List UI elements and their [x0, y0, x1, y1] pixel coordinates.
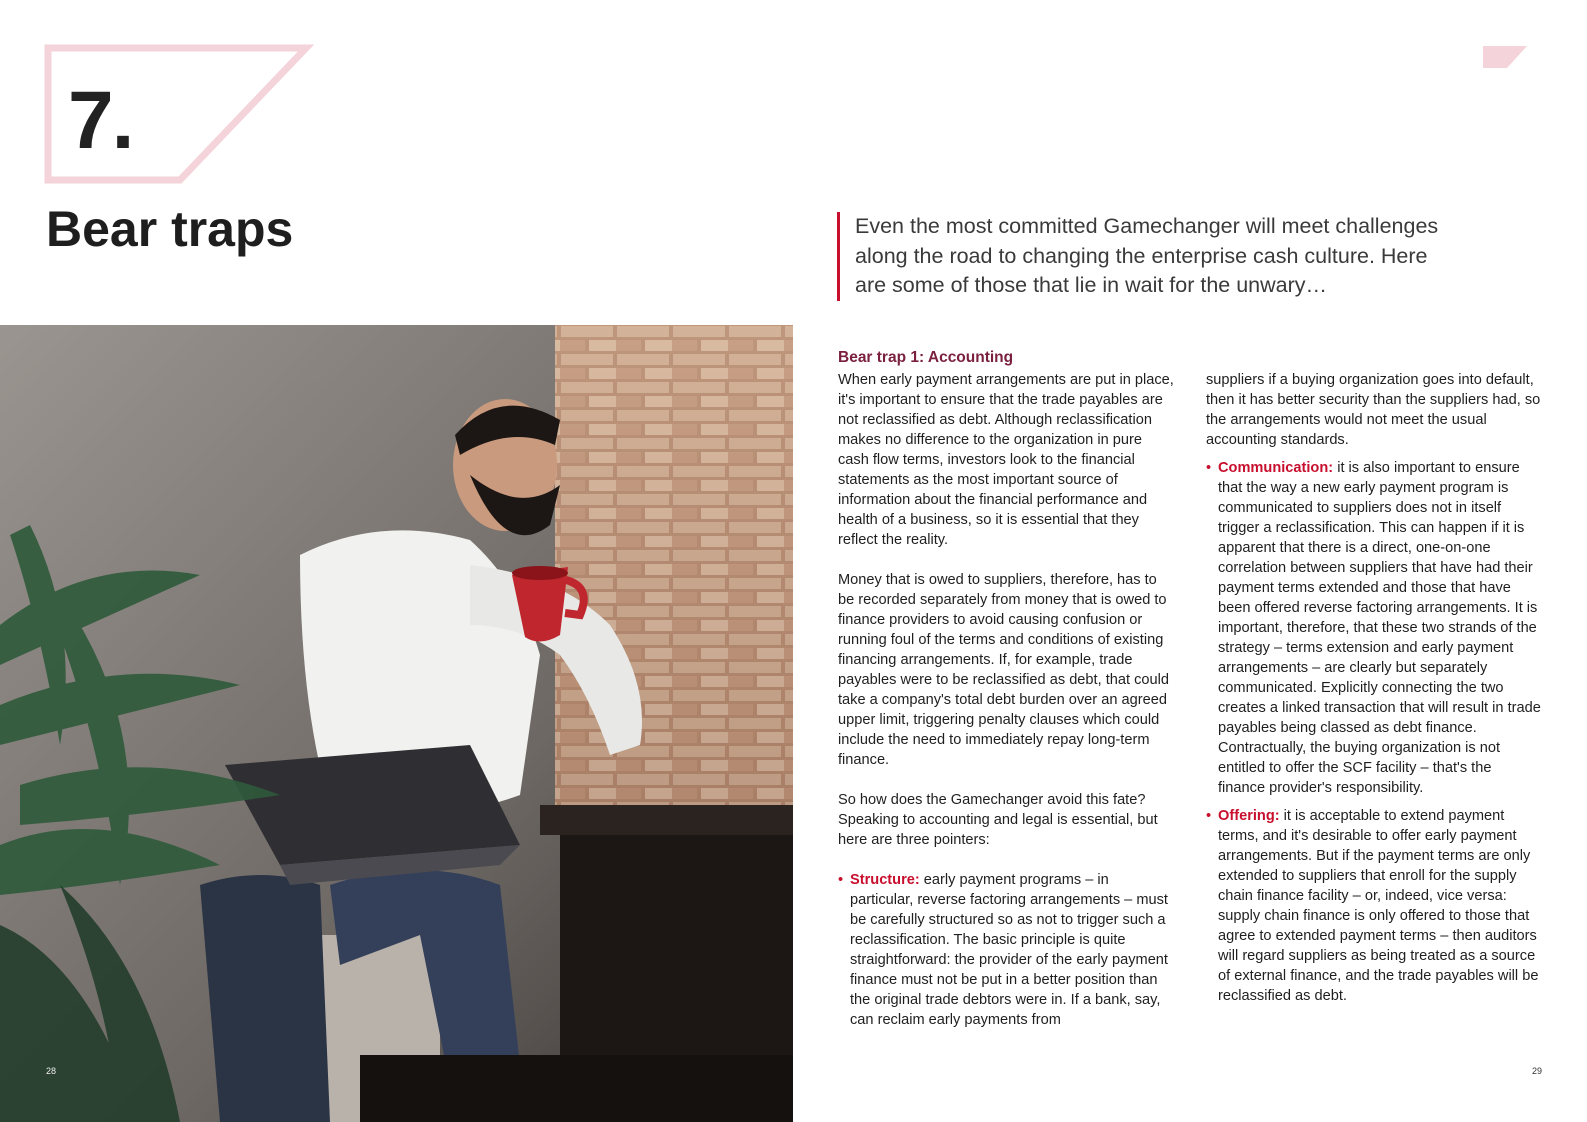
pointer-label: Structure:: [850, 872, 920, 888]
pointer-label: Communication:: [1218, 460, 1334, 476]
chapter-number: 7.: [68, 75, 133, 166]
pointer-text: it is acceptable to extend payment terms, and it's desirable to offer early payment arrangements. But if the payment terms are only extended to suppliers that enroll for the supply chain finance facility – or, indeed, vice versa: supply chain finance is only offered to those that agree to extended payment terms – then auditors will regard suppliers as being treated as a source of external finance, and the trade payables will be reclassified as debt.: [1218, 808, 1539, 1004]
pointer-item-communication: [1206, 458, 1542, 798]
pointer-list: [1206, 458, 1542, 1006]
page-number-left: 28: [46, 1066, 57, 1076]
corner-accent-shape: [1483, 46, 1527, 68]
body-paragraph: So how does the Gamechanger avoid this fate? Speaking to accounting and legal is essential, but here are three pointers:: [838, 792, 1158, 848]
page-title: Bear traps: [46, 201, 294, 257]
continuation-text: suppliers if a buying organization goes into default, then it has better security than the suppliers had, so the arrangements would not meet the usual accounting standards.: [1206, 372, 1541, 448]
body-paragraph: When early payment arrangements are put in place, it's important to ensure that the trade payables are not reclassified as debt. Although reclassification makes no difference to the organization in pure cash flow terms, investors look to the financial statements as the most important source of information about the financial performance and health of a business, so it is essential that they reflect the reality.: [838, 372, 1174, 548]
text-column-right: [1206, 370, 1542, 1014]
pointer-text: it is also important to ensure that the way a new early payment program is communicated to suppliers does not in itself trigger a reclassification. This can happen if it is apparent that there is a direct, one-on-one correlation between suppliers that have had their payment terms extended and those that have been offered reverse factoring arrangements. It is important, therefore, that these two strands of the strategy – terms extension and early payment arrangements – are clearly but separately communicated. Explicitly connecting the two creates a linked transaction that will result in trade payables being classed as debt finance. Contractually, the buying organization is not entitled to offer the SCF facility – that's the finance provider's responsibility.: [1218, 460, 1541, 796]
pointer-item-offering: [1206, 806, 1542, 1006]
pointer-label: Offering:: [1218, 808, 1280, 824]
pointer-item-structure: [838, 870, 1176, 1030]
body-paragraph: Money that is owed to suppliers, therefore, has to be recorded separately from money that is owed to finance providers to avoid causing confusion or running foul of the terms and conditions of existing financing arrangements. If, for example, trade payables were to be reclassified as debt, that could take a company's total debt burden over an agreed upper limit, triggering penalty clauses which could include the need to immediately repay long-term finance.: [838, 572, 1169, 768]
pointer-list: [838, 870, 1176, 1030]
pointer-text: early payment programs – in particular, reverse factoring arrangements – must be carefully structured so as not to trigger such a reclassification. The basic principle is quite straightforward: the provider of the early payment finance must not be put in a better position than the original trade debtors were in. If a bank, say, can reclaim early payments from: [850, 872, 1168, 1028]
section-heading: Bear trap 1: Accounting: [838, 349, 1014, 366]
intro-quote: Even the most committed Gamechanger will meet challenges along the road to changing the enterprise cash culture. Here are some of those that lie in wait for the unwary…: [837, 212, 1455, 301]
man-with-laptop-photo: [0, 325, 793, 1122]
page-number-right: 29: [1532, 1066, 1543, 1076]
text-column-left: [838, 348, 1176, 1038]
